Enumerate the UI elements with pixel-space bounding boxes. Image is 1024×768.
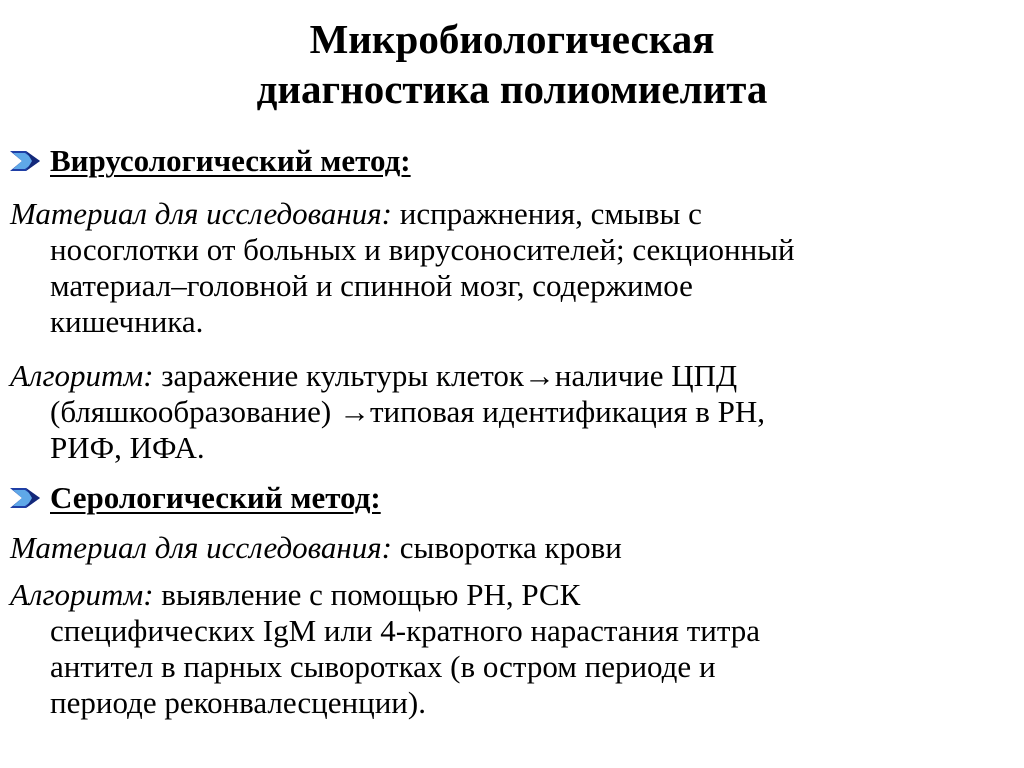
virology-algorithm-paragraph <box>10 358 1018 466</box>
serology-algorithm-lead: Алгоритм: <box>10 577 154 612</box>
virology-material-line-2: носоглотки от больных и вирусоносителей; секционный <box>50 232 795 267</box>
serology-material-paragraph <box>10 530 1018 566</box>
virology-material-line-3: материал–головной и спинной мозг, содержимое <box>50 268 693 303</box>
serology-material-line-1-text: сыворотка крови <box>392 530 622 565</box>
virology-material-line-4: кишечника. <box>50 304 204 339</box>
virology-material-paragraph <box>10 196 1018 340</box>
serology-algorithm-line-1 <box>10 577 1018 613</box>
chevron-right-arrow-icon <box>10 487 46 509</box>
virology-heading-text: Вирусологический метод: <box>50 143 411 178</box>
virology-material-lead: Материал для исследования: <box>10 196 392 231</box>
serology-material-lead: Материал для исследования: <box>10 530 392 565</box>
serology-algorithm-line-1-text: выявление с помощью РН, РСК <box>153 577 581 612</box>
slide-title <box>0 14 1024 114</box>
serology-heading <box>10 478 381 518</box>
serology-algorithm-line-2: специфических IgM или 4-кратного нарастания титра <box>50 613 761 648</box>
serology-material-line-1 <box>10 530 1018 566</box>
slide-title-line-2: диагностика полиомиелита <box>256 66 768 112</box>
serology-algorithm-paragraph <box>10 577 1018 721</box>
virology-material-line-1 <box>10 196 1018 232</box>
virology-algorithm-lead: Алгоритм: <box>10 358 154 393</box>
serology-heading-text: Серологический метод: <box>50 480 381 515</box>
virology-algorithm-line-1-text: заражение культуры клеток→наличие ЦПД <box>153 358 738 393</box>
slide-title-line-1: Микробиологическая <box>309 16 715 62</box>
serology-algorithm-line-3: антител в парных сыворотках (в остром периоде и <box>50 649 716 684</box>
serology-algorithm-line-4: периоде реконвалесценции). <box>50 685 426 720</box>
virology-heading <box>10 141 411 181</box>
chevron-right-arrow-icon <box>10 150 46 172</box>
virology-algorithm-line-1 <box>10 358 1018 394</box>
virology-algorithm-line-3: РИФ, ИФА. <box>50 430 205 465</box>
virology-material-line-1-text: испражнения, смывы с <box>392 196 702 231</box>
virology-algorithm-line-2: (бляшкообразование) →типовая идентификация в РН, <box>50 394 766 429</box>
